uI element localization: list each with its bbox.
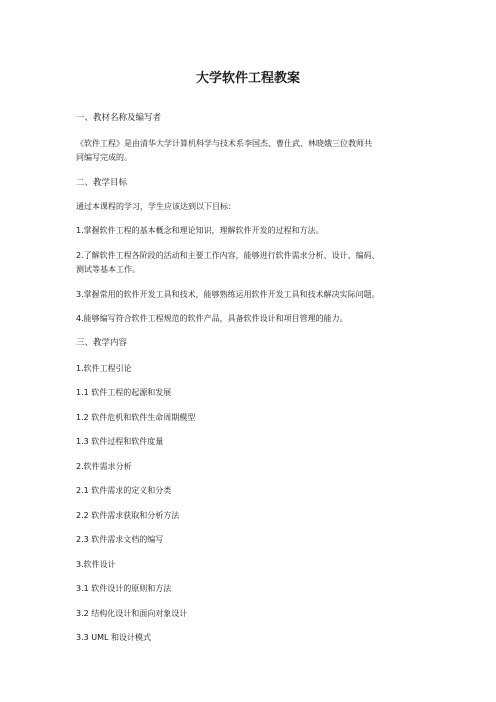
content-chapter: 1.软件工程引论: [76, 364, 132, 373]
paragraph-line: 通过本课程的学习，学生应该达到以下目标：: [76, 202, 236, 211]
section-heading-2: 二、教学目标: [76, 178, 128, 188]
paragraph-line: 同编写完成的。: [76, 153, 132, 162]
content-item: 1.2 软件危机和软件生命周期模型: [76, 413, 196, 422]
content-item: 2.3 软件需求文档的编写: [76, 535, 164, 544]
section-heading-3: 三、教学内容: [76, 338, 128, 348]
section-heading-1: 一、教材名称及编写者: [76, 113, 162, 123]
content-item: 2.1 软件需求的定义和分类: [76, 486, 172, 495]
content-item: 1.3 软件过程和软件度量: [76, 437, 164, 446]
page-title: 大学软件工程教案: [195, 71, 300, 86]
paragraph-line: 《软件工程》是由清华大学计算机科学与技术系李国杰、曹仕武、林晓娥三位教师共: [76, 139, 372, 148]
content-item: 3.2 结构化设计和面向对象设计: [76, 609, 188, 618]
content-item: 2.2 软件需求获取和分析方法: [76, 511, 180, 520]
content-chapter: 2.软件需求分析: [76, 462, 132, 471]
content-item: 1.1 软件工程的起源和发展: [76, 388, 172, 397]
content-item: 3.1 软件设计的原则和方法: [76, 584, 172, 593]
goal-item: 1.掌握软件工程的基本概念和理论知识，理解软件开发的过程和方法。: [76, 226, 324, 235]
goal-item: 2.了解软件工程各阶段的活动和主要工作内容，能够进行软件需求分析、设计、编码、: [76, 251, 380, 260]
goal-item: 3.掌握常用的软件开发工具和技术，能够熟练运用软件开发工具和技术解决实际问题。: [76, 290, 380, 299]
goal-item: 4.能够编写符合软件工程规范的软件产品，具备软件设计和项目管理的能力。: [76, 314, 348, 323]
content-chapter: 3.软件设计: [76, 560, 116, 569]
goal-item-continued: 测试等基本工作。: [76, 265, 140, 274]
content-item: 3.3 UML 和设计模式: [76, 633, 152, 642]
